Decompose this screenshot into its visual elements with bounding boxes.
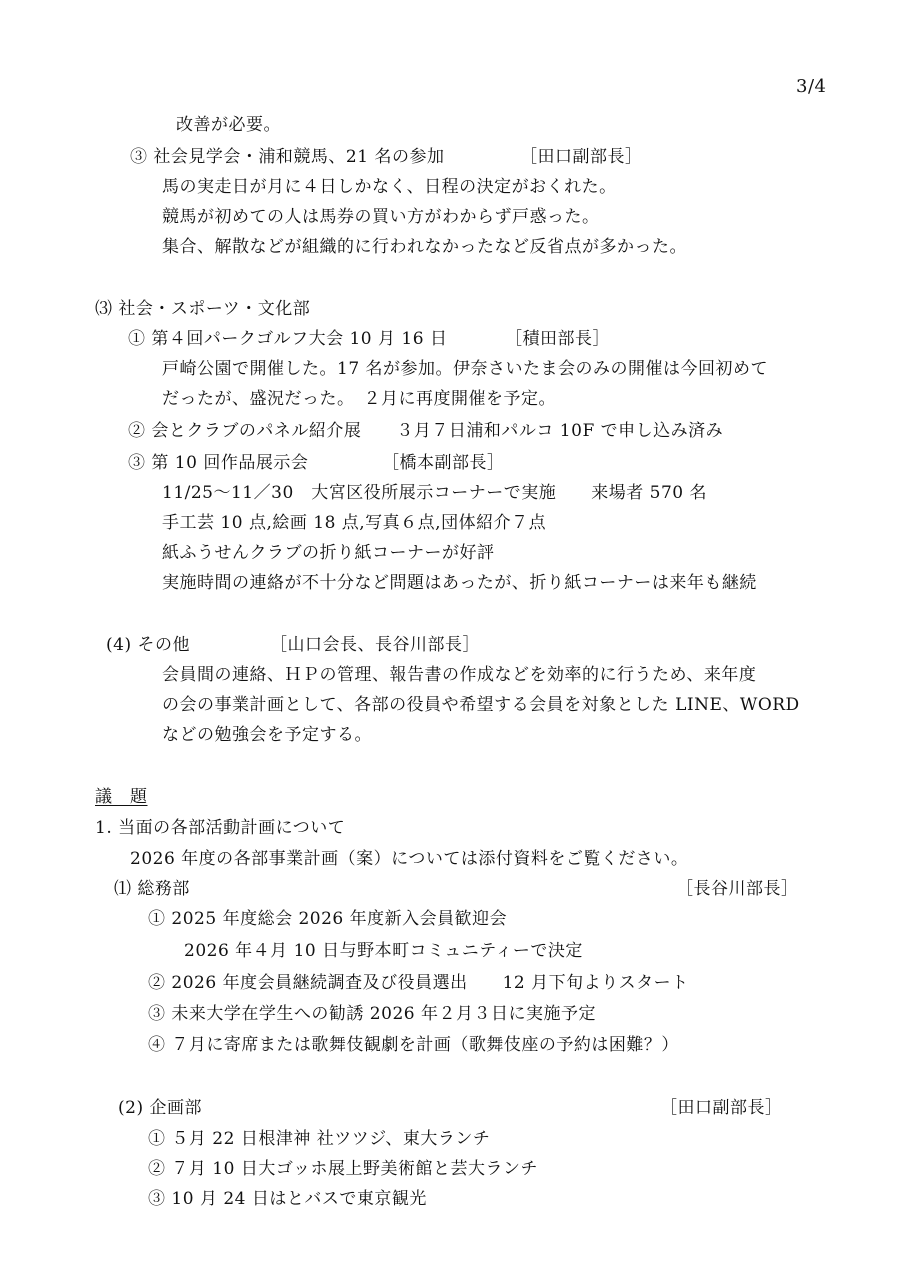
sec4-line-2: の会の事業計画として、各部の役員や希望する会員を対象とした LINE、WORD [162, 695, 800, 715]
somu-line-2: 2026 年４月 10 日与野本町コミュニティーで決定 [184, 941, 583, 961]
sec2-item3-person: ［田口副部長］ [520, 147, 643, 167]
somu-line-4: ③ 未来大学在学生への勧誘 2026 年２月３日に実施予定 [148, 1004, 596, 1024]
somu-line-1: ① 2025 年度総会 2026 年度新入会員歓迎会 [148, 909, 508, 929]
kikaku-header: (2) 企画部 [118, 1098, 202, 1118]
sec3-item3-person: ［橋本副部長］ [382, 453, 505, 473]
sec3-item1-title: ① 第４回パークゴルフ大会 10 月 16 日 [128, 329, 448, 349]
sec3-item1-line-2: だったが、盛況だった。 ２月に再度開催を予定。 [162, 389, 556, 409]
agenda-item-1: 1. 当面の各部活動計画について [95, 818, 346, 838]
kikaku-line-3: ③ 10 月 24 日はとバスで東京観光 [148, 1189, 427, 1209]
sec2-item3-line-2: 競馬が初めての人は馬券の買い方がわからず戸惑った。 [162, 207, 600, 227]
sec3-item3-title: ③ 第 10 回作品展示会 [128, 453, 309, 473]
kikaku-line-1: ① ５月 22 日根津神 社ツツジ、東大ランチ [148, 1129, 491, 1149]
kikaku-person: ［田口副部長］ [660, 1098, 783, 1118]
sec3-item3-line-2: 手工芸 10 点,絵画 18 点,写真６点,団体紹介７点 [162, 513, 547, 533]
agenda-heading: 議 題 [95, 787, 148, 807]
somu-line-5: ④ ７月に寄席または歌舞伎観劇を計画（歌舞伎座の予約は困難？） [148, 1035, 679, 1055]
sec3-item3-line-1: 11/25～11／30 大宮区役所展示コーナーで実施 来場者 570 名 [162, 483, 708, 503]
continuation-text: 改善が必要。 [176, 115, 281, 135]
sec3-item1-line-1: 戸崎公園で開催した。17 名が参加。伊奈さいたま会のみの開催は今回初めて [162, 359, 769, 379]
sec2-item3-title: ③ 社会見学会・浦和競馬、21 名の参加 [130, 147, 445, 167]
kikaku-line-2: ② ７月 10 日大ゴッホ展上野美術館と芸大ランチ [148, 1159, 539, 1179]
sec2-item3-line-1: 馬の実走日が月に４日しかなく、日程の決定がおくれた。 [162, 177, 617, 197]
sec2-item3-line-3: 集合、解散などが組織的に行われなかったなど反省点が多かった。 [162, 237, 687, 257]
agenda-intro: 2026 年度の各部事業計画（案）については添付資料をご覧ください。 [130, 849, 689, 869]
sec4-person: ［山口会長、長谷川部長］ [270, 635, 480, 655]
sec3-item2: ② 会とクラブのパネル紹介展 ３月７日浦和パルコ 10F で申し込み済み [128, 421, 724, 441]
somu-person: ［長谷川部長］ [676, 879, 799, 899]
sec4-line-3: などの勉強会を予定する。 [162, 725, 372, 745]
somu-line-3: ② 2026 年度会員継続調査及び役員選出 12 月下旬よりスタート [148, 973, 689, 993]
somu-header: ⑴ 総務部 [114, 879, 190, 899]
sec3-header: ⑶ 社会・スポーツ・文化部 [95, 299, 311, 319]
sec3-item3-line-3: 紙ふうせんクラブの折り紙コーナーが好評 [162, 543, 495, 563]
sec3-item1-person: ［積田部長］ [505, 329, 610, 349]
sec4-line-1: 会員間の連絡、ＨＰの管理、報告書の作成などを効率的に行うため、来年度 [162, 665, 757, 685]
sec4-header: (4) その他 [106, 635, 190, 655]
sec3-item3-line-4: 実施時間の連絡が不十分など問題はあったが、折り紙コーナーは来年も継続 [162, 573, 757, 593]
page-number: 3/4 [796, 76, 827, 97]
